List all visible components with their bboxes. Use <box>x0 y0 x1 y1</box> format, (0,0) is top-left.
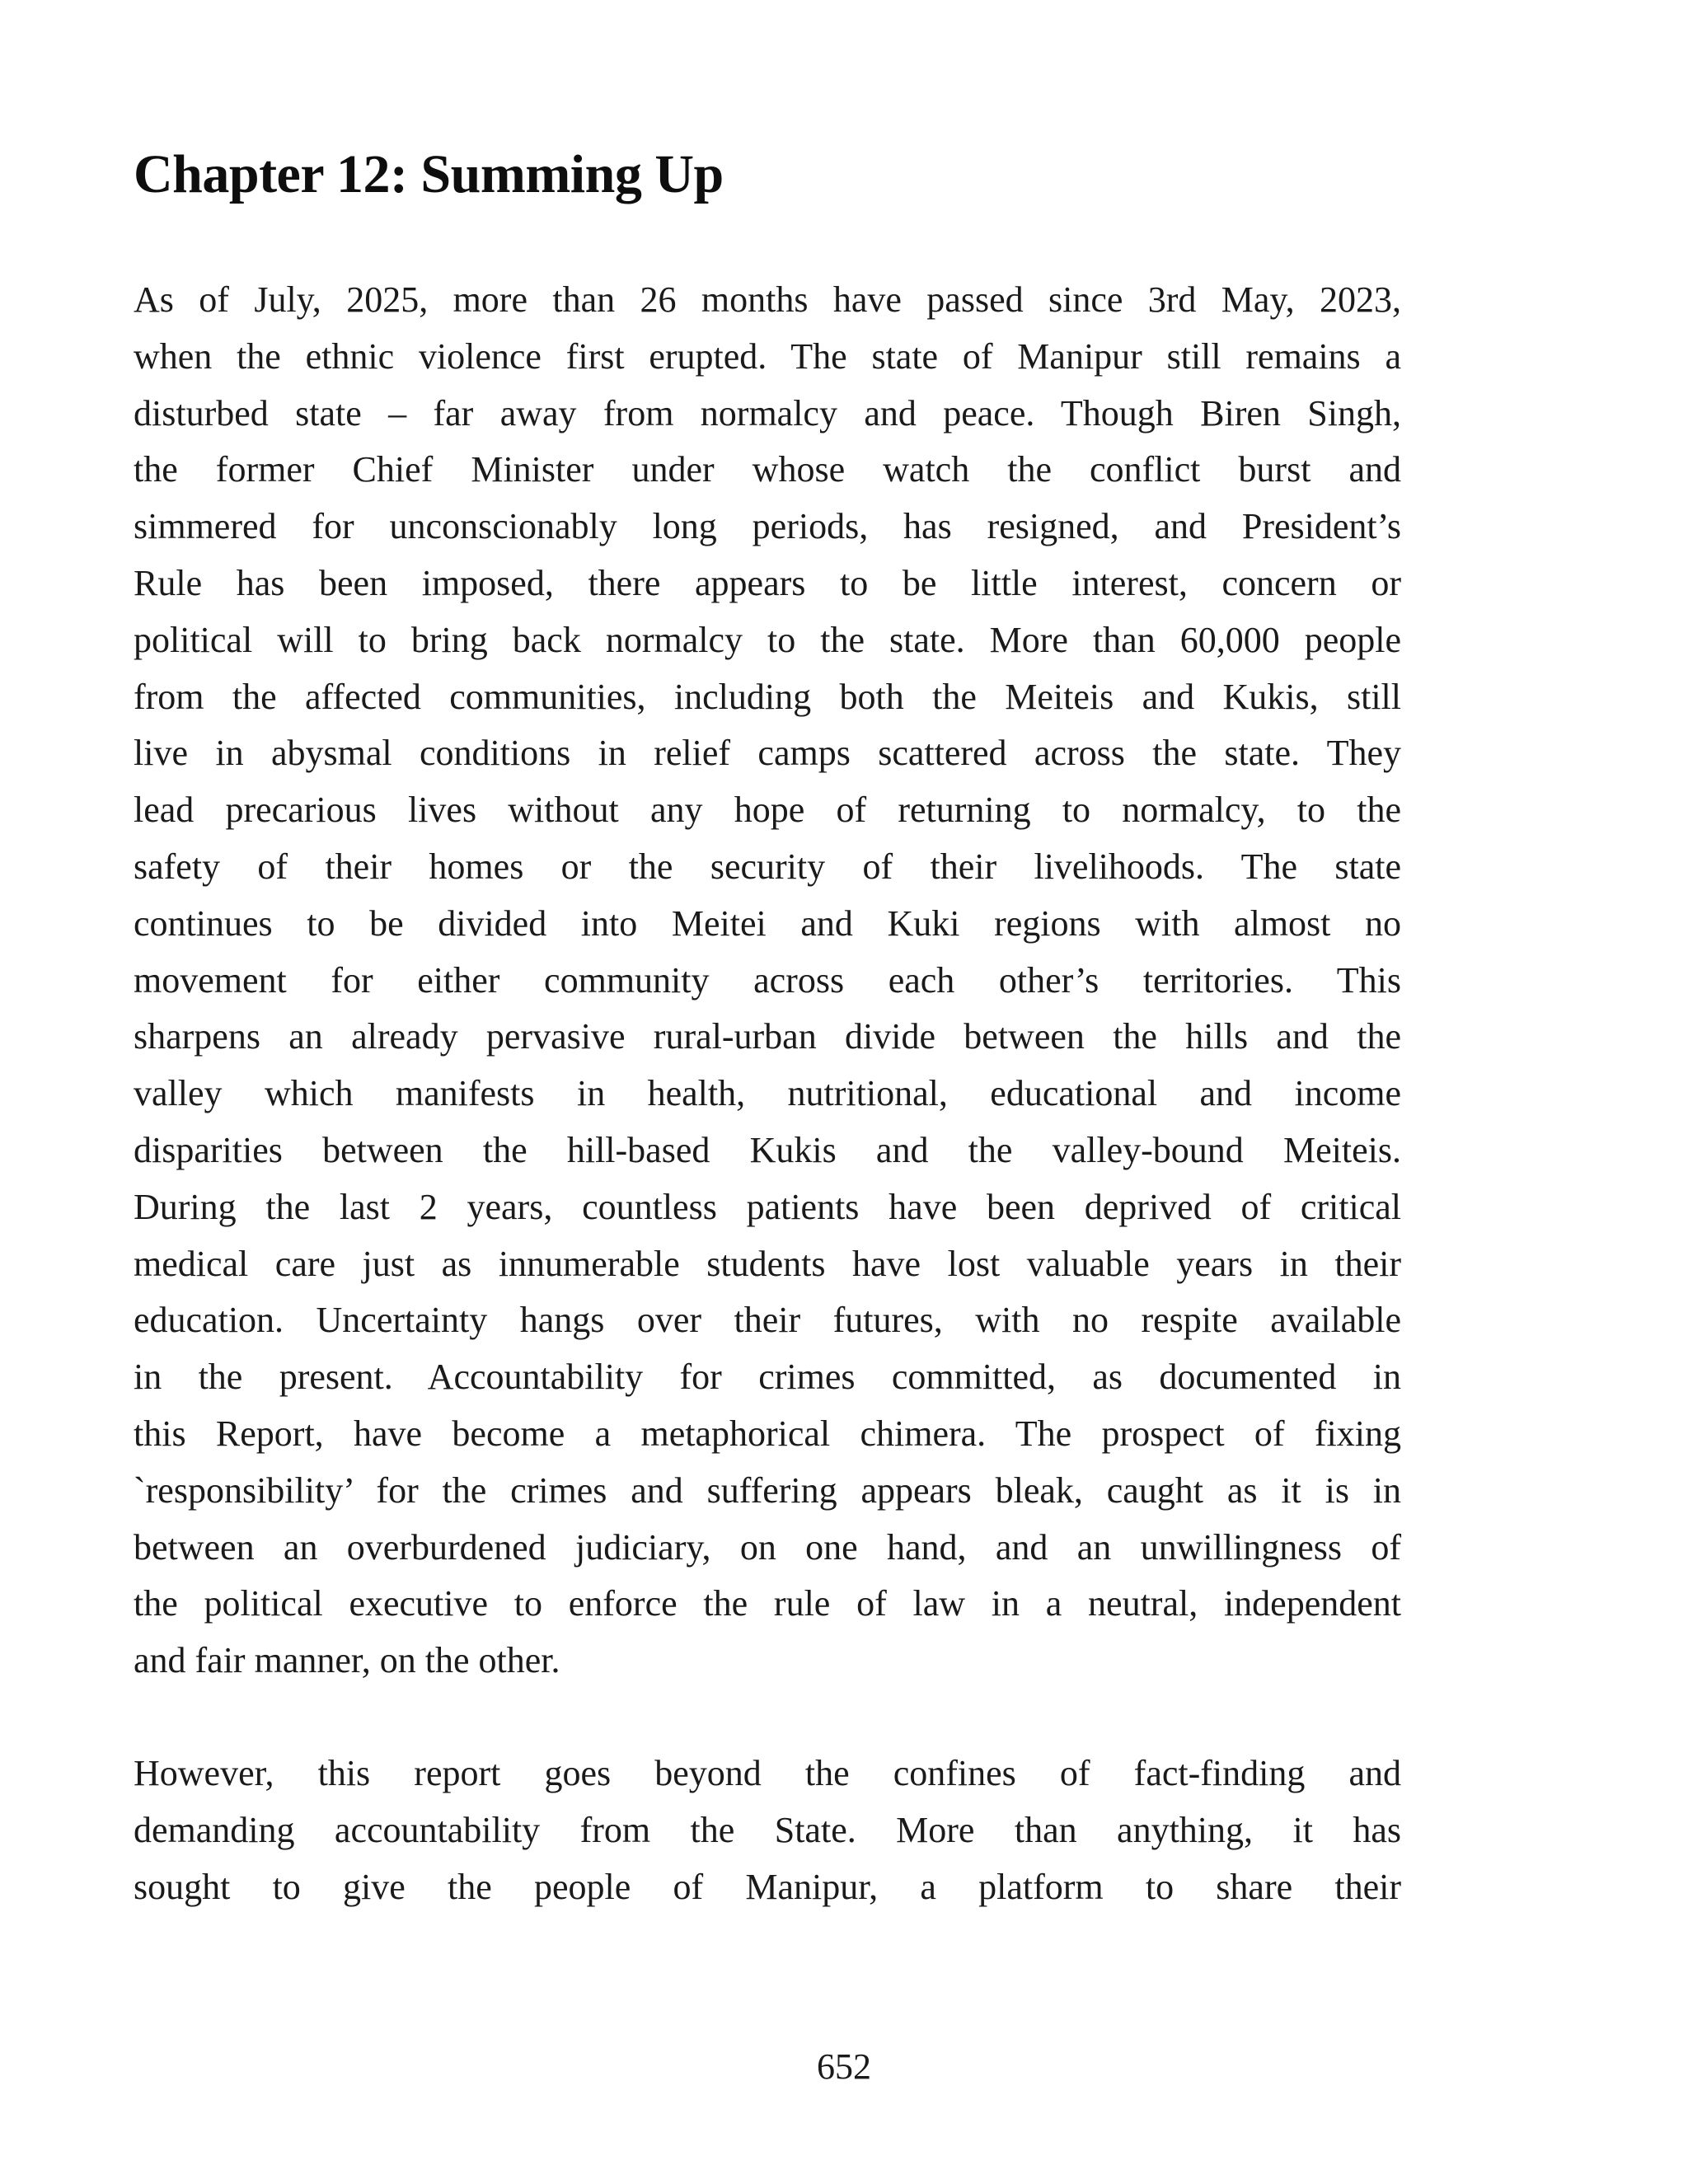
text-line: During the last 2 years, countless patients have been deprived of critical <box>134 1186 1401 1227</box>
text-line: sought to give the people of Manipur, a platform to share their <box>134 1866 1401 1907</box>
text-line: movement for either community across each other’s territories. This <box>134 959 1401 1001</box>
paragraph-2 <box>134 1746 1401 1915</box>
text-line: disturbed state – far away from normalcy and peace. Though Biren Singh, <box>134 392 1401 434</box>
text-line: between an overburdened judiciary, on one hand, and an unwillingness of <box>134 1526 1401 1568</box>
text-line: However, this report goes beyond the confines of fact-finding and <box>134 1753 1401 1793</box>
text-line: political will to bring back normalcy to the state. More than 60,000 people <box>134 619 1401 660</box>
paragraph-1 <box>134 272 1401 1690</box>
text-line: this Report, have become a metaphorical chimera. The prospect of fixing <box>134 1413 1401 1454</box>
text-line: safety of their homes or the security of their livelihoods. The state <box>134 846 1401 887</box>
text-line: simmered for unconscionably long periods, has resigned, and President’s <box>134 506 1401 547</box>
text-line: continues to be divided into Meitei and Kuki regions with almost no <box>134 902 1401 944</box>
text-line: education. Uncertainty hangs over their futures, with no respite available <box>134 1300 1401 1341</box>
text-line: As of July, 2025, more than 26 months have passed since 3rd May, 2023, <box>134 279 1401 320</box>
text-line: and fair manner, on the other. <box>134 1640 560 1681</box>
text-line: in the present. Accountability for crimes committed, as documented in <box>134 1357 1401 1398</box>
text-line: when the ethnic violence first erupted. The state of Manipur still remains a <box>134 335 1401 377</box>
text-line: live in abysmal conditions in relief camps scattered across the state. They <box>134 733 1401 774</box>
text-line: Rule has been imposed, there appears to be little interest, concern or <box>134 562 1401 603</box>
text-line: from the affected communities, including both the Meiteis and Kukis, still <box>134 676 1401 717</box>
text-line: valley which manifests in health, nutritional, educational and income <box>134 1073 1401 1114</box>
text-line: the former Chief Minister under whose watch the conflict burst and <box>134 449 1401 490</box>
text-line: demanding accountability from the State. More than anything, it has <box>134 1809 1401 1850</box>
page-number: 652 <box>817 2046 871 2087</box>
text-line: sharpens an already pervasive rural-urban divide between the hills and the <box>134 1016 1401 1057</box>
text-line: `responsibility’ for the crimes and suffering appears bleak, caught as it is in <box>134 1469 1401 1511</box>
text-line: medical care just as innumerable students have lost valuable years in their <box>134 1243 1401 1284</box>
text-line: lead precarious lives without any hope of returning to normalcy, to the <box>134 790 1401 831</box>
text-line: the political executive to enforce the rule of law in a neutral, independent <box>134 1583 1401 1624</box>
chapter-title: Chapter 12: Summing Up <box>134 144 724 204</box>
text-line: disparities between the hill-based Kukis and the valley-bound Meiteis. <box>134 1129 1401 1170</box>
